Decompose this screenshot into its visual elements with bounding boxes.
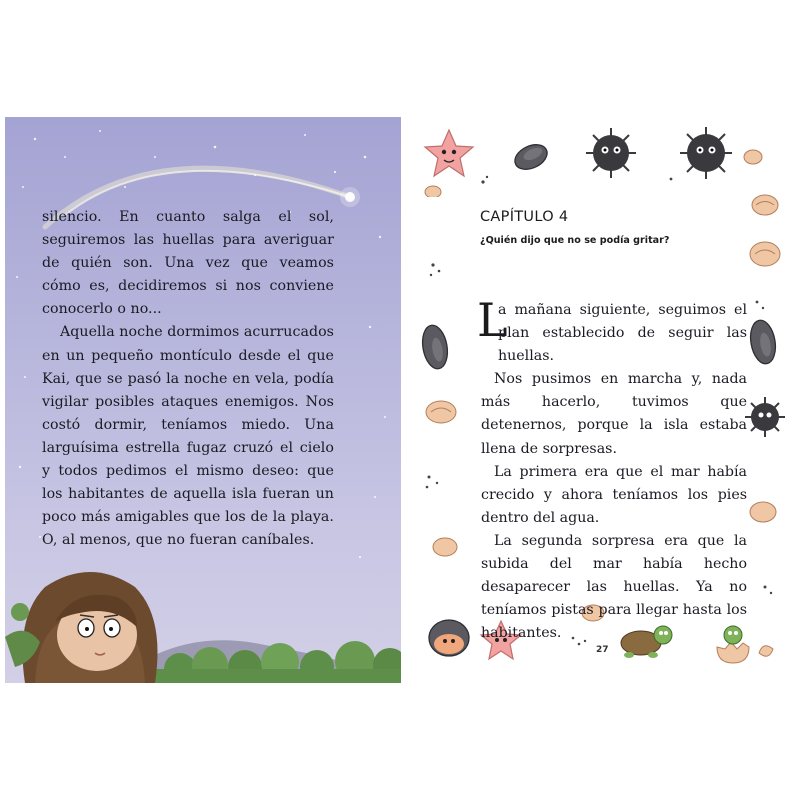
page-number: 27 — [596, 645, 609, 655]
chapter-title: CAPÍTULO 4 — [480, 209, 569, 225]
paragraph: Aquella noche dormimos acurrucados en un pequeño montículo desde el que Kai, que se pasó la noche en vela, podía vigilar posibles ataques enemigos. Nos costó dormir, teníamos miedo. Una larguísima estrella fugaz cruzó el cielo y todos pedimos el mismo deseo: que los habitantes de aquella isla fueran un poco más amigables que los de la playa. O, al menos, que no fueran caníbales. — [42, 324, 335, 549]
shell-icon — [750, 502, 776, 522]
paragraph: La primera era que el mar había crecido y ahora teníamos los pies dentro del agua. — [481, 463, 747, 526]
left-sea-creatures-border — [413, 197, 473, 667]
book-spread — [0, 117, 800, 683]
sea-urchin-icon — [745, 397, 785, 437]
right-page-text — [481, 299, 747, 645]
shell-icon — [425, 186, 441, 197]
open-clam-icon — [429, 620, 469, 656]
paragraph: La segunda sorpresa era que la subida del mar había hecho desaparecer las huellas. Ya no teníamos pistas para llegar hasta los habitantes. — [481, 532, 747, 642]
mussel-icon — [747, 318, 778, 365]
paragraph: Nos pusimos en marcha y, nada más hacerlo, tuvimos que detenernos, porque la isla estaba llena de sorpresas. — [481, 371, 747, 457]
shell-icon — [752, 195, 778, 215]
chapter-subtitle: ¿Quién dijo que no se podía gritar? — [480, 235, 670, 246]
starfish-icon — [425, 130, 473, 176]
right-page — [413, 117, 795, 683]
sea-urchin-icon — [680, 127, 732, 179]
shell-icon — [426, 401, 456, 423]
sea-urchin-icon — [586, 128, 636, 178]
shell-icon — [744, 150, 762, 164]
mussel-icon — [511, 140, 551, 174]
paragraph: a mañana siguiente, seguimos el plan establecido de seguir las huellas. — [498, 302, 747, 365]
drop-cap: L — [477, 293, 508, 347]
mussel-icon — [419, 323, 450, 370]
character-kai-illustration — [5, 572, 158, 683]
paragraph: silencio. En cuanto salga el sol, seguiremos las huellas para averiguar de quién son. Una vez que veamos cómo es, decidiremos si nos conviene conocerlo o no... — [42, 209, 334, 318]
left-page — [5, 117, 401, 683]
left-page-text — [42, 206, 334, 552]
shell-icon — [750, 242, 780, 266]
shell-icon — [433, 538, 457, 556]
